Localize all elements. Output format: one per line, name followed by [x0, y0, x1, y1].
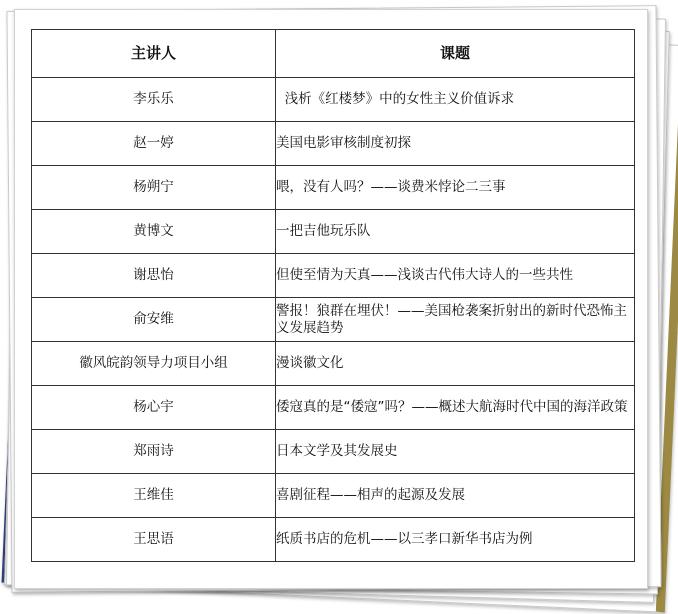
speaker-cell: 赵一婷 — [32, 122, 276, 166]
table-row — [32, 518, 635, 562]
table-row — [32, 298, 635, 342]
topic-cell: 但使至情为天真——浅谈古代伟大诗人的一些共性 — [276, 254, 635, 298]
table-row — [32, 78, 635, 122]
topic-column-header: 课题 — [276, 30, 635, 78]
table-row — [32, 342, 635, 386]
table-row — [32, 386, 635, 430]
speaker-cell: 郑雨诗 — [32, 430, 276, 474]
lecture-schedule-table — [31, 29, 635, 562]
topic-cell: 喜剧征程——相声的起源及发展 — [276, 474, 635, 518]
topic-cell: 日本文学及其发展史 — [276, 430, 635, 474]
speaker-column-header: 主讲人 — [32, 30, 276, 78]
speaker-cell: 李乐乐 — [32, 78, 276, 122]
topic-cell: 纸质书店的危机——以三孝口新华书店为例 — [276, 518, 635, 562]
speaker-cell: 王思语 — [32, 518, 276, 562]
table-header-row — [32, 30, 635, 78]
topic-cell: 警报！狼群在埋伏！——美国枪袭案折射出的新时代恐怖主义发展趋势 — [276, 298, 635, 342]
speaker-cell: 王维佳 — [32, 474, 276, 518]
speaker-cell: 杨朔宁 — [32, 166, 276, 210]
topic-cell: 浅析《红楼梦》中的女性主义价值诉求 — [276, 78, 635, 122]
topic-cell: 漫谈徽文化 — [276, 342, 635, 386]
speaker-cell: 黄博文 — [32, 210, 276, 254]
speaker-cell: 谢思怡 — [32, 254, 276, 298]
topic-cell: 倭寇真的是“倭寇”吗？——概述大航海时代中国的海洋政策 — [276, 386, 635, 430]
topic-cell: 一把吉他玩乐队 — [276, 210, 635, 254]
table-row — [32, 254, 635, 298]
speaker-cell: 徽风皖韵领导力项目小组 — [32, 342, 276, 386]
speaker-cell: 杨心宇 — [32, 386, 276, 430]
topic-cell: 喂，没有人吗？——谈费米悖论二三事 — [276, 166, 635, 210]
topic-cell: 美国电影审核制度初探 — [276, 122, 635, 166]
table-row — [32, 122, 635, 166]
speaker-cell: 俞安维 — [32, 298, 276, 342]
table-row — [32, 210, 635, 254]
front-sheet — [14, 9, 648, 589]
table-row — [32, 474, 635, 518]
table-row — [32, 166, 635, 210]
table-row — [32, 430, 635, 474]
